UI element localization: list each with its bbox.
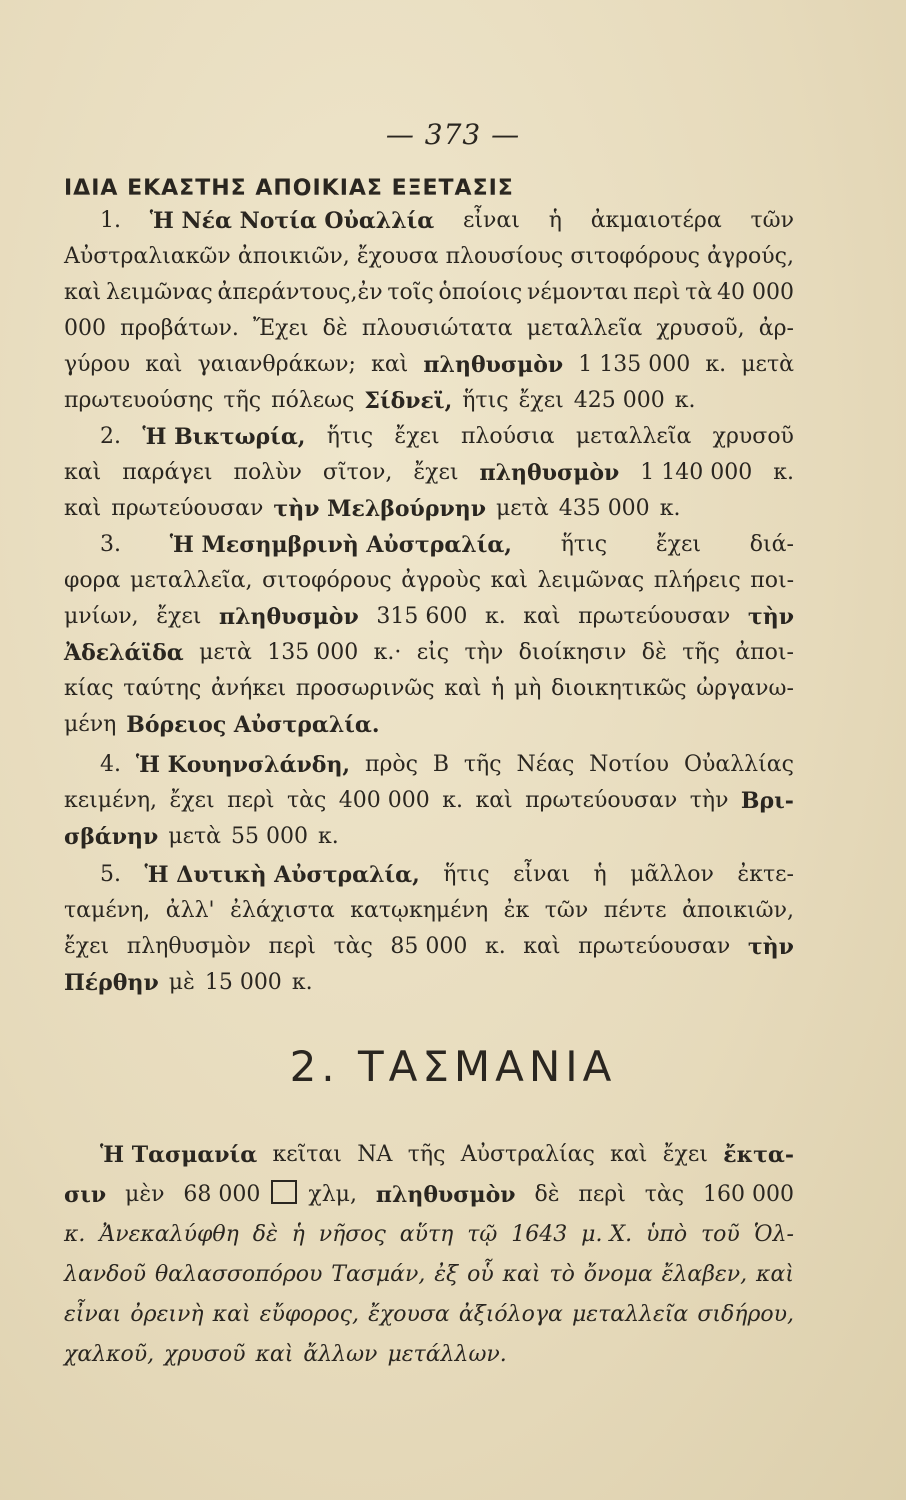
section-heading: ΙΔΙΑ ΕΚΑΣΤΗΣ ΑΠΟΙΚΙΑΣ ΕΞΕΤΑΣΙΣ (64, 176, 514, 201)
page-number: — 373 — (385, 118, 521, 151)
chapter-title: 2. ΤΑΣΜΑΝΙΑ (289, 1042, 617, 1091)
book-page: — 373 — ΙΔΙΑ ΕΚΑΣΤΗΣ ΑΠΟΙΚΙΑΣ ΕΞΕΤΑΣΙΣ 1. Ἡ Νέα Νοτία Οὐαλλία εἶναι ἡ ἀκμαιοτέρα τῶν Αὐστραλιακῶν ἀποικιῶν, ἔχουσα πλουσίους σιτοφόρους ἀγρούς, καὶ λειμῶνας ἀπεράντους,ἐν τοῖς ὁποίοις νέμονται περὶ τὰ 40 000 000 προβάτων. Ἔχει δὲ πλουσιώτατα μεταλλεῖα χρυσοῦ, ἀρ- γύρου καὶ γαιανθράκων; καὶ πληθυσμὸν 1 135 000 κ. μετὰ πρωτευούσης τῆς πόλεως Σίδνεϊ, ἥτις ἔχει 425 000 κ. 2. Ἡ Βικτωρία, ἥτις ἔχει πλούσια μεταλλεῖα χρυσοῦ καὶ παράγει πολὺν σῖτον, ἔχει πληθυσμὸν 1 140 000 κ. καὶ πρωτεύουσαν τὴν Μελβούρνην μετὰ 435 000 κ. 3. Ἡ Μεσημβρινὴ Αὐστραλία, ἥτις ἔχει διά- φορα μεταλλεῖα, σιτοφόρους ἀγροὺς καὶ λειμῶνας πλήρεις ποι- μνίων, ἔχει πληθυσμὸν 315 600 κ. καὶ πρωτεύουσαν τὴν Ἀδελάϊδα μετὰ 135 000 κ.· εἰς τὴν διοίκησιν δὲ τῆς ἀποι- κίας ταύτης ἀνήκει προσωρινῶς καὶ ἡ μὴ διοικητικῶς ὠργανω- μένη Βόρειος Αὐστραλία. 4. Ἡ Κουηνσλάνδη, πρὸς Β τῆς Νέας Νοτίου Οὐαλλίας κειμένη, ἔχει περὶ τὰς 400 000 κ. καὶ πρωτεύουσαν τὴν Βρι- σβάνην μετὰ 55 000 κ. 5. Ἡ Δυτικὴ Αὐστραλία, ἥτις εἶναι ἡ μᾶλλον ἐκτε- ταμένη, ἀλλ' ἐλάχιστα κατῳκημένη ἐκ τῶν πέντε ἀποικιῶν, ἔχει πληθυσμὸν περὶ τὰς 85 000 κ. καὶ πρωτεύουσαν τὴν Πέρθην μὲ 15 000 κ. 2. ΤΑΣΜΑΝΙΑ Ἡ Τασμανία κεῖται ΝΑ τῆς Αὐστραλίας καὶ ἔχει ἔκτα- σιν μὲν 68 000 χλμ, πληθυσμὸν δὲ περὶ τὰς 160 000 κ. Ἀνεκαλύφθη δὲ ἡ νῆσος αὕτη τῷ 1643 μ. Χ. ὑπὸ τοῦ Ὁλ- λανδοῦ θαλασσοπόρου Τασμάν, ἐξ οὗ καὶ τὸ ὄνομα ἔλαβεν, καὶ εἶναι ὀρεινὴ καὶ εὔφορος, ἔχουσα ἀξιόλογα μεταλλεῖα σιδήρου, χαλκοῦ, χρυσοῦ καὶ ἄλλων μετάλλων. (0, 0, 906, 1500)
square-symbol-icon (271, 1180, 297, 1204)
